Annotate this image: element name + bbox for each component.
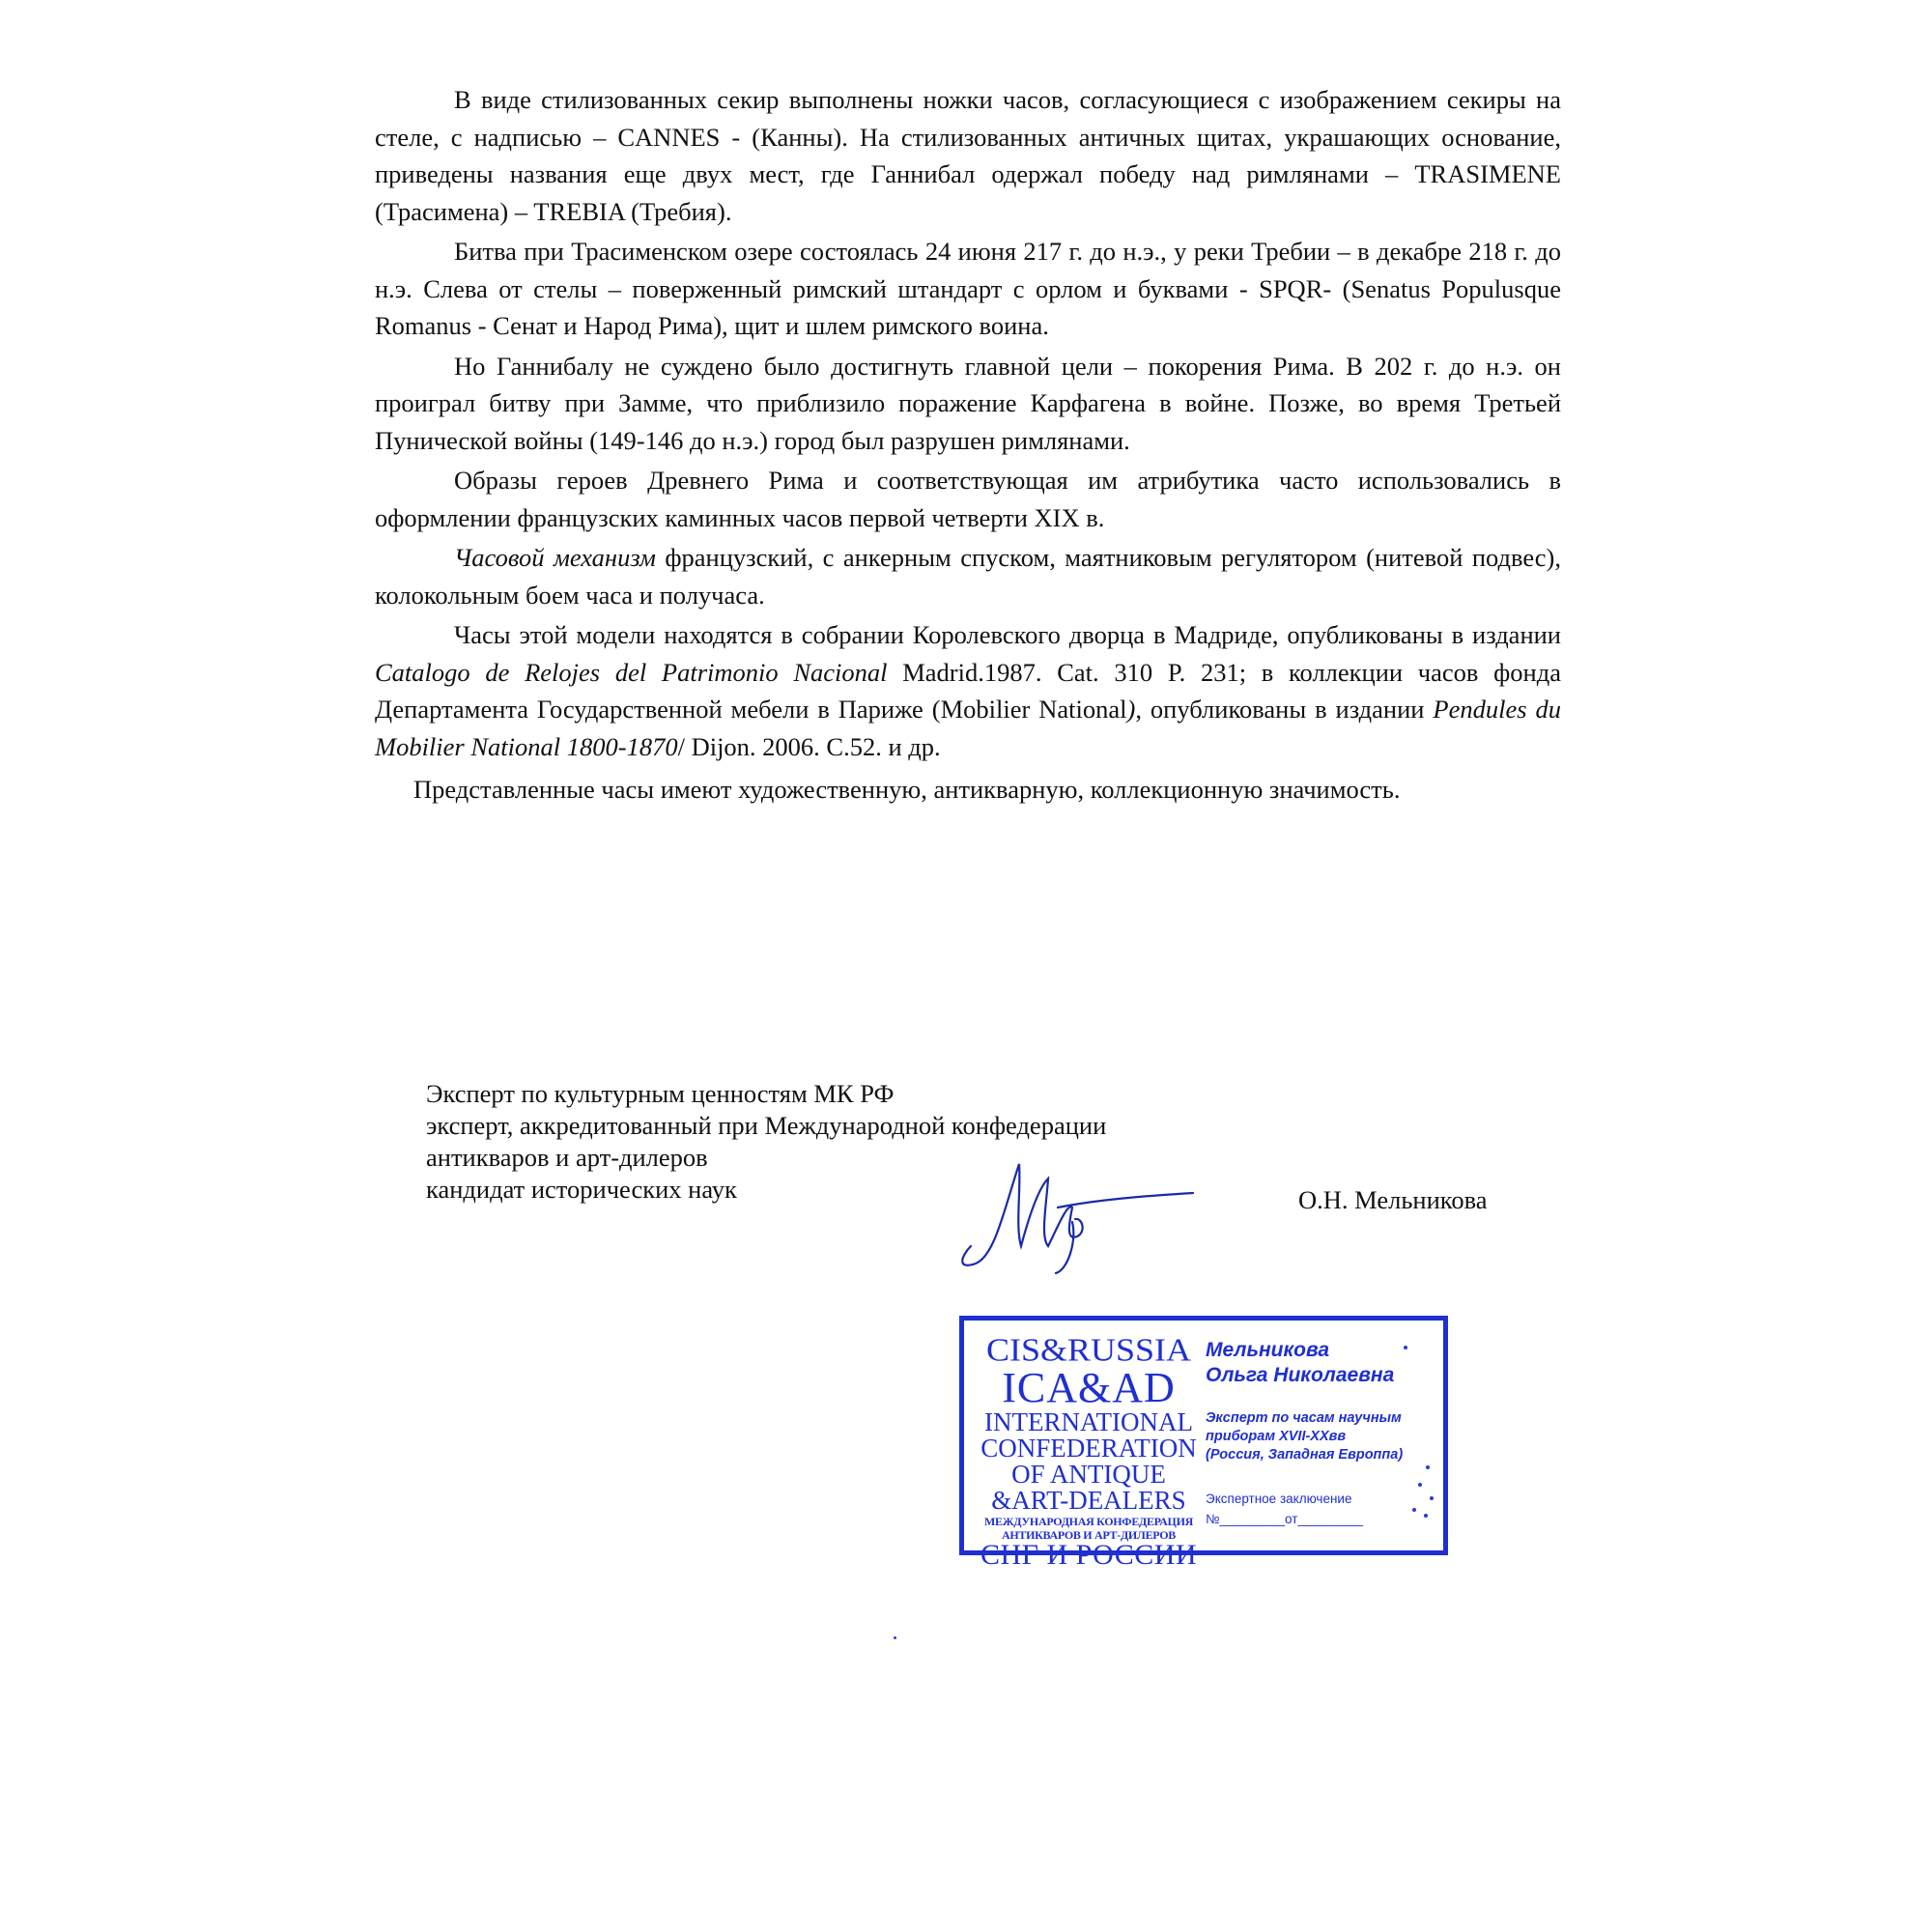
stamp-logo-line: INTERNATIONAL [984, 1407, 1193, 1436]
paragraph-roman-heroes: Образы героев Древнего Рима и соответствующая им атрибутика часто использовались в оформлении французских каминных часов первой четверти XIX в. [375, 466, 1561, 532]
stamp-ink-dot [1430, 1496, 1434, 1500]
stamp-logo-line: &ART-DEALERS [991, 1486, 1186, 1515]
stamp-desc-line: приборам XVII-XXвв [1206, 1429, 1347, 1444]
stamp-logo-line: МЕЖДУНАРОДНАЯ КОНФЕДЕРАЦИЯ [984, 1515, 1193, 1528]
stamp-logo-line: СНГ И РОССИИ [980, 1539, 1198, 1571]
collections-text-1: Часы этой модели находятся в собрании Королевского дворца в Мадриде, опубликованы в издании [454, 620, 1561, 649]
expert-name: О.Н. Мельникова [1298, 1185, 1488, 1214]
ink-speck [894, 1636, 896, 1639]
catalog-title-madrid: Catalogo de Relojes del Patrimonio Nacional [375, 657, 888, 687]
stamp-ink-dot [1404, 1346, 1407, 1350]
stamp-description [1206, 1409, 1437, 1464]
paragraph-axes: В виде стилизованных секир выполнены ножки часов, согласующиеся с изображением секиры на стеле, с надписью – CANNES - (Канны). На стилизованных античных щитах, украшающих основание, приведены названия еще двух мест, где Ганнибал одержал победу над римлянами – TRASIMENE (Трасимена) – TREBIA (Требия). [375, 85, 1561, 226]
collections-paren: ) [1126, 695, 1136, 724]
letter-body [375, 81, 1561, 811]
mechanism-term: Часовой механизм [454, 543, 656, 572]
paragraph-collections [375, 616, 1561, 765]
handwritten-signature [952, 1150, 1203, 1275]
stamp-ink-dot [1424, 1514, 1428, 1518]
stamp-desc-line: Эксперт по часам научным [1206, 1410, 1402, 1426]
paragraph-mechanism [375, 539, 1561, 613]
catalog-title-paris: Pendules du Mobilier National 1800-1870 [375, 695, 1561, 761]
collections-text-2: Madrid.1987. Cat. 310 P. 231; в коллекции часов фонда Департамента Государственной мебели в Париже (Mobilier National [375, 657, 1561, 724]
stamp-logo-line: CIS&RUSSIA [985, 1331, 1192, 1368]
stamp-ink-dot [1412, 1508, 1416, 1512]
stamp-number-field: №_________от_________ [1206, 1512, 1364, 1526]
stamp-logo-line: OF ANTIQUE [1011, 1460, 1166, 1489]
stamp-desc-line: (Россия, Западная Европпа) [1206, 1447, 1404, 1463]
stamp-logo-line: АНТИКВАРОВ И АРТ-ДИЛЕРОВ [1002, 1528, 1176, 1542]
collections-text-3: , опубликованы в издании [1135, 695, 1434, 724]
credential-line: кандидат исторических наук [426, 1175, 737, 1204]
mechanism-text: французский, с анкерным спуском, маятниковым регулятором (нитевой подвес), колокольным боем часа и получаса. [375, 543, 1561, 610]
expert-stamp [959, 1316, 1448, 1571]
stamp-conclusion-label: Экспертное заключение [1206, 1492, 1352, 1506]
stamp-ink-dot [1426, 1465, 1430, 1469]
paragraph-hannibal: Но Ганнибалу не суждено было достигнуть главной цели – покорения Рима. В 202 г. до н.э. он проиграл битву при Замме, что приблизило поражение Карфагена в войне. Позже, во время Третьей Пунической войны (149-146 до н.э.) город был разрушен римлянами. [375, 351, 1561, 455]
stamp-details [1206, 1338, 1437, 1526]
stamp-logo-line: ICA&AD [1002, 1364, 1176, 1411]
stamp-ink-dot [1418, 1483, 1422, 1487]
collections-text-4: / Dijon. 2006. С.52. и др. [677, 731, 941, 761]
credential-line: антикваров и арт-дилеров [426, 1143, 708, 1172]
stamp-logo-line: CONFEDERATION [980, 1434, 1197, 1463]
paragraph-conclusion: Представленные часы имеют художественную, антикварную, коллекционную значимость. [413, 775, 1401, 804]
stamp-name: Мельникова [1206, 1339, 1330, 1361]
paragraph-battles: Битва при Трасименском озере состоялась 24 июня 217 г. до н.э., у реки Требии – в декабре 218 г. до н.э. Слева от стелы – поверженный римский штандарт с орлом и буквами - SPQR- (Senatus Populusque Romanus - Сенат и Народ Рима), щит и шлем римского воина. [375, 237, 1561, 340]
stamp-logo [978, 1332, 1200, 1570]
credential-line: Эксперт по культурным ценностям МК РФ [426, 1079, 895, 1108]
stamp-name: Ольга Николаевна [1206, 1364, 1395, 1386]
credential-line: эксперт, аккредитованный при Международной конфедерации [426, 1111, 1107, 1140]
